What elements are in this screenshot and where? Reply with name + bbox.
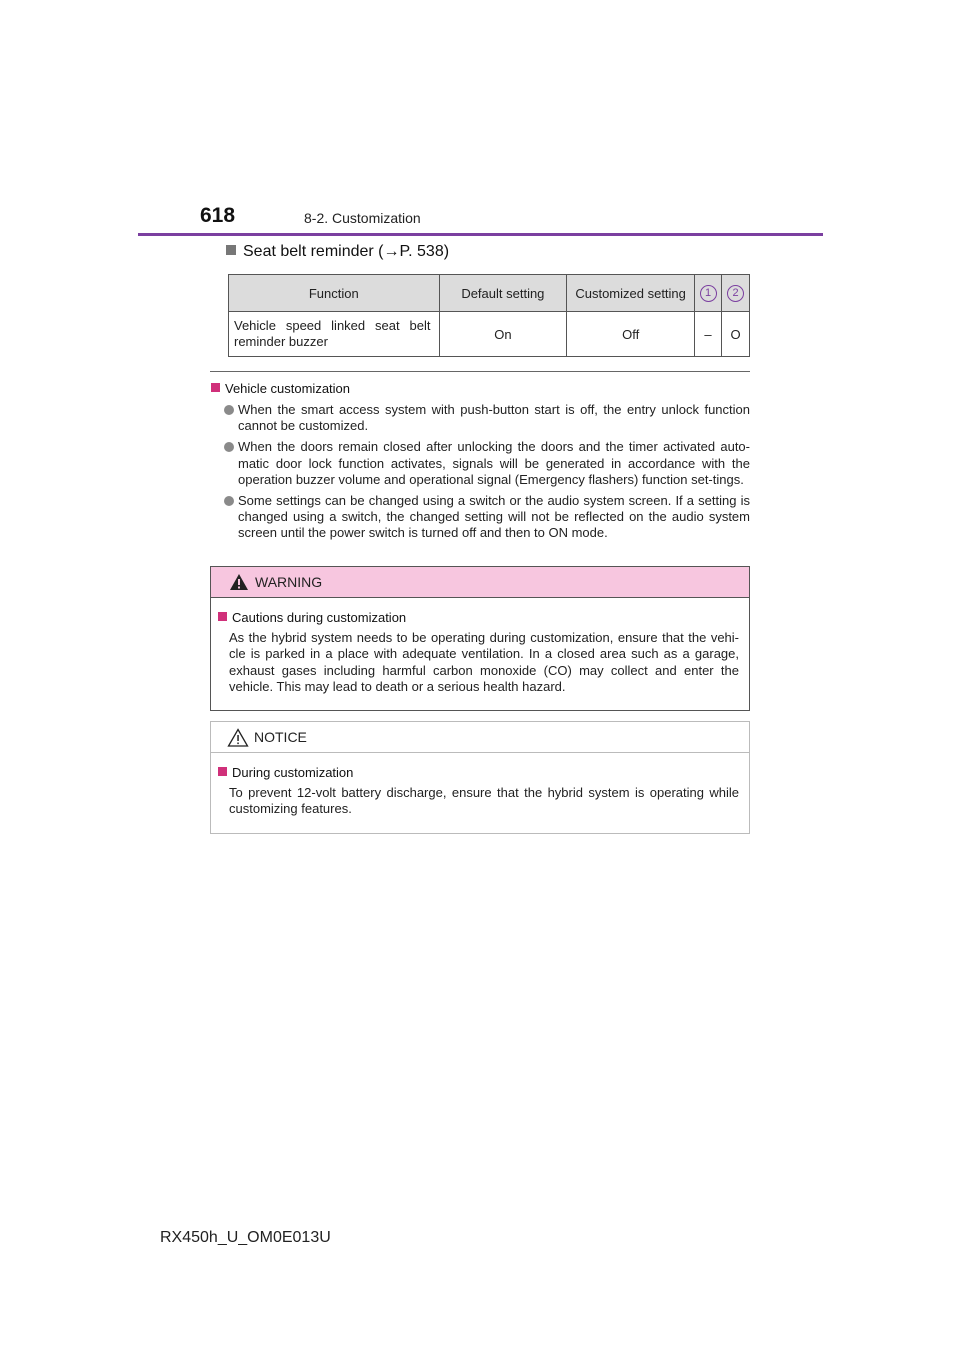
notes-list <box>224 402 750 547</box>
page-number: 618 <box>200 204 236 227</box>
square-bullet-icon <box>218 767 227 776</box>
warning-header <box>211 567 749 598</box>
notes-title: Vehicle customization <box>211 381 350 396</box>
notice-triangle-icon <box>227 728 249 747</box>
list-item: When the doors remain closed after unlocking the doors and the timer activated auto-matic door lock function activates, signals will be generated in accordance with the operation buzzer volume and operational signal (Emergency flashers) function set-tings. <box>224 439 750 488</box>
settings-table <box>228 274 750 357</box>
arrow-icon: → <box>383 243 400 260</box>
bullet-dot-icon <box>224 496 234 506</box>
cell-customized: Off <box>567 312 695 357</box>
bullet-dot-icon <box>224 442 234 452</box>
notice-box <box>210 721 750 834</box>
cell-method-1: – <box>695 312 722 357</box>
header-method-1 <box>695 275 722 312</box>
table-header-row <box>229 275 750 312</box>
seat-belt-reminder-heading: Seat belt reminder (→P. 538) <box>226 243 449 261</box>
cell-method-2: O <box>722 312 750 357</box>
bullet-dot-icon <box>224 405 234 415</box>
warning-label: WARNING <box>255 574 323 590</box>
header-customized-setting: Customized setting <box>567 275 695 312</box>
table-row <box>229 312 750 357</box>
circled-number-2-icon: 2 <box>727 285 744 302</box>
square-bullet-icon <box>218 612 227 621</box>
cell-function: Vehicle speed linked seat belt reminder buzzer <box>229 312 440 357</box>
square-bullet-icon <box>211 383 220 392</box>
section-title: 8-2. Customization <box>304 210 421 226</box>
list-item: When the smart access system with push-button start is off, the entry unlock function cannot be customized. <box>224 402 750 434</box>
warning-text: As the hybrid system needs to be operating during customization, ensure that the vehi-cle is parked in a place with adequate ventilation. In a closed area such as a garage, exhaust gases including harmful carbon monoxide (CO) may collect and enter the vehicle. This may lead to death or a serious health hazard. <box>229 630 739 694</box>
header-function: Function <box>229 275 440 312</box>
notice-body <box>211 753 749 818</box>
circled-number-1-icon: 1 <box>700 285 717 302</box>
page-header <box>138 200 823 236</box>
notice-header <box>211 722 749 753</box>
page-reference[interactable]: P. 538) <box>399 243 450 260</box>
cell-default: On <box>439 312 567 357</box>
square-bullet-icon <box>226 245 236 255</box>
list-item: Some settings can be changed using a switch or the audio system screen. If a setting is changed using a switch, the changed setting will not be reflected on the audio system screen until the power switch is turned off and then to ON mode. <box>224 493 750 542</box>
warning-triangle-icon <box>229 573 249 591</box>
notice-text: To prevent 12-volt battery discharge, ensure that the hybrid system is operating while customizing features. <box>229 785 739 817</box>
warning-box <box>210 566 750 711</box>
notice-label: NOTICE <box>254 729 307 745</box>
header-default-setting: Default setting <box>439 275 567 312</box>
header-method-2 <box>722 275 750 312</box>
divider <box>210 371 750 372</box>
notice-subtitle: During customization <box>218 765 739 781</box>
document-code: RX450h_U_OM0E013U <box>160 1229 331 1246</box>
warning-subtitle: Cautions during customization <box>218 610 739 626</box>
warning-body <box>211 598 749 695</box>
